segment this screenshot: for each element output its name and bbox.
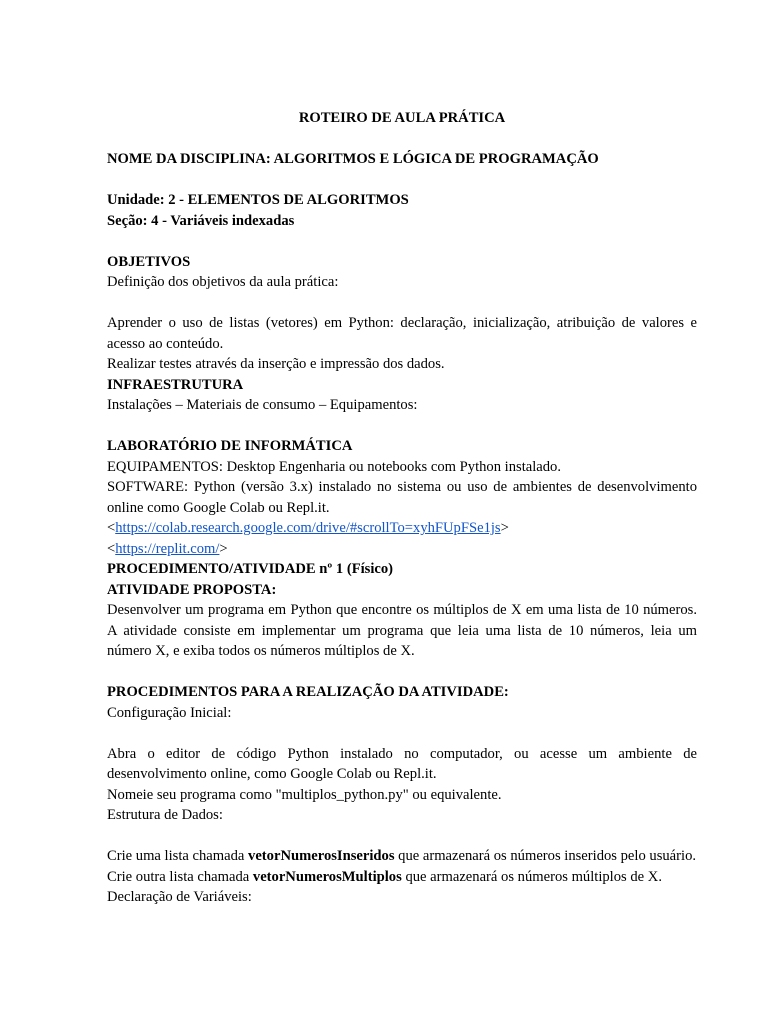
colab-link-line: <https://colab.research.google.com/drive/#scrollTo=xyhFUpFSe1js> xyxy=(107,520,509,536)
procedure-heading: PROCEDIMENTO/ATIVIDADE nº 1 (Físico) xyxy=(107,561,394,577)
objectives-heading: OBJETIVOS xyxy=(107,253,191,270)
list1-variable-name: vetorNumerosInseridos xyxy=(248,848,395,864)
document-content xyxy=(107,108,697,908)
lab-equipment: EQUIPAMENTOS: Desktop Engenharia ou notebooks com Python instalado. xyxy=(107,458,561,475)
proposed-activity-text: Desenvolver um programa em Python que encontre os múltiplos de X em uma lista de 10 números. A atividade consiste em implementar um programa que leia uma lista de 10 números, leia um número X, e exiba todos os números múltiplos de X. xyxy=(107,602,697,659)
list1-text: Crie uma lista chamada vetorNumerosInseridos que armazenará os números inseridos pelo usuário. xyxy=(107,848,697,864)
objectives-intro: Definição dos objetivos da aula prática: xyxy=(107,274,339,290)
variable-declaration-label: Declaração de Variáveis: xyxy=(107,889,252,905)
discipline-name: NOME DA DISCIPLINA: ALGORITMOS E LÓGICA DE PROGRAMAÇÃO xyxy=(107,151,599,167)
list2-text: Crie outra lista chamada vetorNumerosMultiplos que armazenará os números múltiplos de X. xyxy=(107,868,662,885)
replit-link[interactable]: https://replit.com/ xyxy=(115,540,220,557)
list2-variable-name: vetorNumerosMultiplos xyxy=(252,868,402,885)
lab-software: SOFTWARE: Python (versão 3.x) instalado no sistema ou uso de ambientes de desenvolvimento online como Google Colab ou Repl.it. xyxy=(107,479,697,516)
infrastructure-text: Instalações – Materiais de consumo – Equipamentos: xyxy=(107,397,418,413)
open-editor-text: Abra o editor de código Python instalado no computador, ou acesse um ambiente de desenvolvimento online, como Google Colab ou Repl.it. xyxy=(107,745,697,782)
lab-heading: LABORATÓRIO DE INFORMÁTICA xyxy=(107,438,353,454)
proposed-activity-heading: ATIVIDADE PROPOSTA: xyxy=(107,581,277,598)
initial-config-label: Configuração Inicial: xyxy=(107,704,232,721)
unit-line: Unidade: 2 - ELEMENTOS DE ALGORITMOS xyxy=(107,192,409,208)
objectives-paragraph-2: Realizar testes através da inserção e impressão dos dados. xyxy=(107,356,445,372)
infrastructure-heading: INFRAESTRUTURA xyxy=(107,376,244,393)
section-line: Seção: 4 - Variáveis indexadas xyxy=(107,212,295,229)
page-title: ROTEIRO DE AULA PRÁTICA xyxy=(298,110,506,126)
name-program-text: Nomeie seu programa como "multiplos_python.py" ou equivalente. xyxy=(107,786,502,803)
colab-link[interactable]: https://colab.research.google.com/drive/#scrollTo=xyhFUpFSe1js xyxy=(115,520,501,536)
data-structure-label: Estrutura de Dados: xyxy=(107,807,223,823)
steps-heading: PROCEDIMENTOS PARA A REALIZAÇÃO DA ATIVIDADE: xyxy=(107,684,509,700)
objectives-paragraph-1: Aprender o uso de listas (vetores) em Python: declaração, inicialização, atribuição de valores e acesso ao conteúdo. xyxy=(107,315,697,352)
replit-link-line: <https://replit.com/> xyxy=(107,540,228,557)
